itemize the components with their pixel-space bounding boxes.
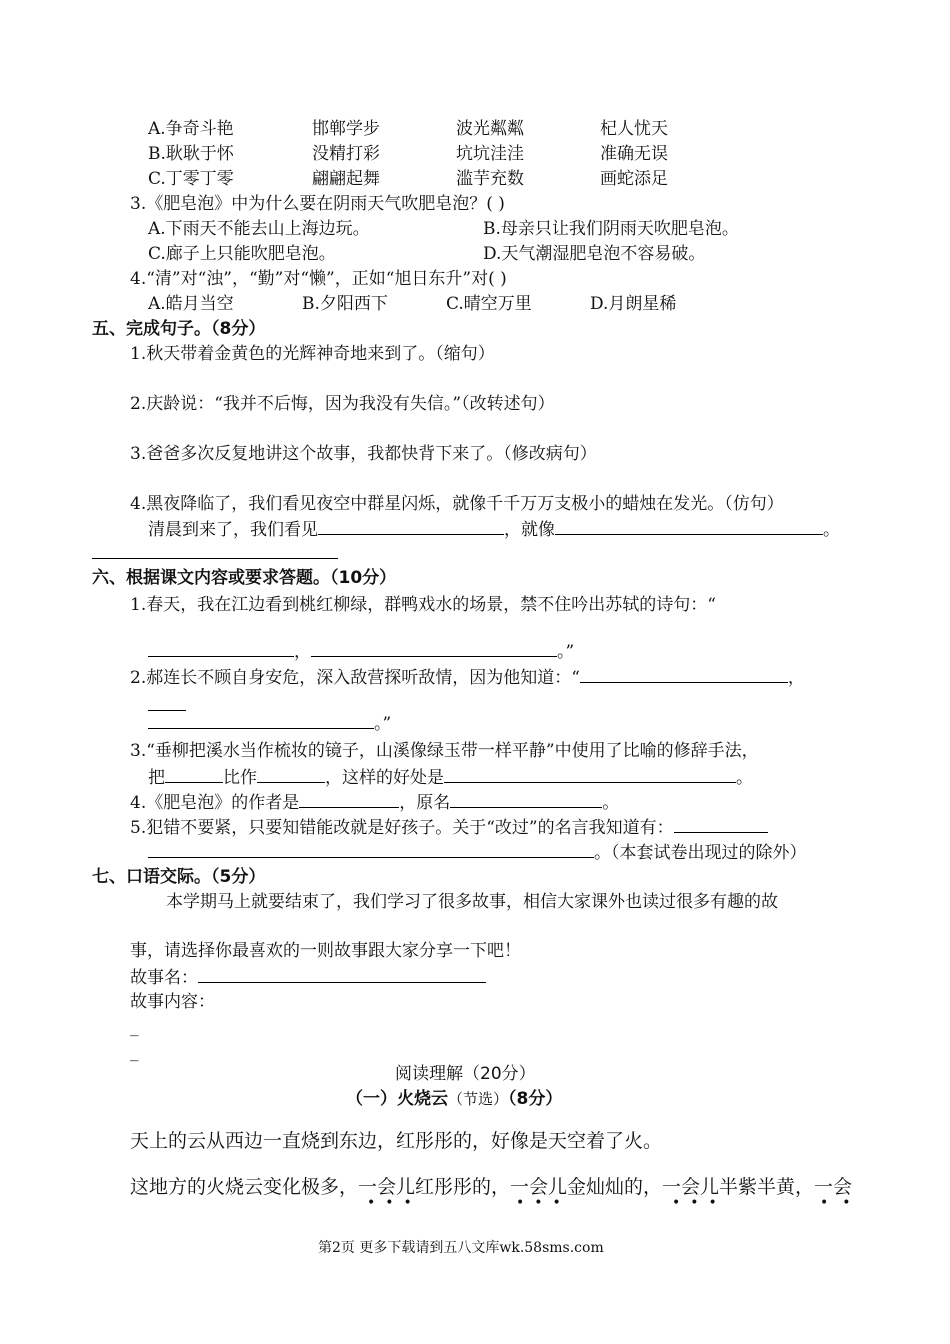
answer-blank[interactable] [257,766,325,783]
s6-q4 [130,791,619,814]
answer-blank[interactable] [165,766,223,783]
section-5-title: 五、完成句子。（8分） [92,319,266,339]
reading-subtitle-note: （节选） [448,1090,509,1108]
story-name-blank[interactable] [198,966,486,983]
answer-blank[interactable] [148,640,294,657]
s5-q4: 4.黑夜降临了，我们看见夜空中群星闪烁，就像千千万万支极小的蜡烛在发光。（仿句） [130,494,784,514]
q4-option-c: C.晴空万里 [446,294,532,314]
story-name-row [130,966,486,989]
q4-option-a: A.皓月当空 [148,294,234,314]
q4-option-b: B.夕阳西下 [302,294,388,314]
s6-q2-fill [148,712,391,735]
emphasis-dots: ••• [516,1195,571,1211]
option-c2: 翩翩起舞 [312,169,380,189]
s6-q2-comma: ， [787,668,805,688]
reading-subtitle-main: （一）火烧云 [346,1089,448,1109]
answer-blank[interactable] [148,712,374,729]
s6-q3-fill [148,766,753,789]
story-content-line[interactable]: _ [130,1017,139,1037]
s5-q4-mid: ，就像 [504,520,555,540]
answer-blank[interactable] [674,816,768,833]
answer-line[interactable] [148,710,186,711]
s6-q2-text: 2.郝连长不顾自身安危，深入敌营探听敌情，因为他知道：“ [130,668,580,688]
reading-paragraph-1: 天上的云从西边一直烧到东边，红彤彤的，好像是天空着了火。 [130,1130,663,1152]
emphasis-dots: ••• [672,1195,727,1211]
s6-q2 [130,666,805,689]
s6-q1-mid: ， [294,642,311,662]
s6-q3-haochu: ，这样的好处是 [325,768,444,788]
s5-q4-fill [148,518,840,541]
s6-q3: 3.“垂柳把溪水当作梳妆的镜子，山溪像绿玉带一样平静”中使用了比喻的修辞手法， [130,741,759,761]
option-c1: C.丁零丁零 [148,169,234,189]
s6-q1-fill [148,640,574,663]
s6-q1: 1.春天，我在江边看到桃红柳绿，群鸭戏水的场景，禁不住吟出苏轼的诗句：“ [130,595,716,615]
s7-paragraph-1: 本学期马上就要结束了，我们学习了很多故事，相信大家课外也读过很多有趣的故 [166,892,778,912]
s6-q3-end: 。 [736,768,753,788]
option-c4: 画蛇添足 [600,169,668,189]
s6-q1-end: 。” [557,642,575,662]
reading-subtitle-score: （8分） [508,1089,563,1109]
s6-q5-fill [148,841,807,864]
answer-line[interactable] [92,558,338,559]
option-a1: A.争奇斗艳 [148,119,234,139]
answer-blank[interactable] [555,518,823,535]
reading-title: 阅读理解（20分） [395,1064,536,1084]
answer-blank[interactable] [311,640,557,657]
s6-q2-end: 。” [374,714,392,734]
s7-paragraph-2: 事，请选择你最喜欢的一则故事跟大家分享一下吧！ [130,941,521,961]
s6-q5-end: 。（本套试卷出现过的除外） [594,843,807,863]
q4-stem: 4.“清”对“浊”，“勤”对“懒”，正如“旭日东升”对( ) [130,269,507,289]
q3-option-a: A.下雨天不能去山上海边玩。 [148,219,370,239]
option-a3: 波光粼粼 [456,119,524,139]
reading-paragraph-2: 这地方的火烧云变化极多，一会儿红彤彤的，一会儿金灿灿的，一会儿半紫半黄，一会 [130,1176,853,1198]
answer-blank[interactable] [299,791,399,808]
s6-q4-mid: ，原名 [399,793,451,813]
s6-q3-bizuo: 比作 [223,768,257,788]
s5-q4-end: 。 [823,520,840,540]
option-a4: 杞人忧天 [600,119,668,139]
s5-q3: 3.爸爸多次反复地讲这个故事，我都快背下来了。（修改病句） [130,444,597,464]
story-name-label: 故事名： [130,968,198,988]
answer-blank[interactable] [444,766,736,783]
emphasis-dots: ••• [367,1195,422,1211]
section-6-title: 六、根据课文内容或要求答题。（10分） [92,568,397,588]
option-c3: 滥芋充数 [456,169,524,189]
answer-blank[interactable] [148,841,594,858]
reading-subtitle [346,1088,562,1110]
s6-q4-end: 。 [602,793,620,813]
s5-q2: 2.庆龄说：“我并不后悔，因为我没有失信。”（改转述句） [130,394,555,414]
q3-option-c: C.廊子上只能吹肥皂泡。 [148,244,336,264]
option-b1: B.耿耿于怀 [148,144,234,164]
emphasis-dots: •• [820,1195,865,1211]
s6-q3-ba: 把 [148,768,165,788]
page-footer: 第2页 更多下载请到五八文库wk.58sms.com [318,1240,604,1256]
story-content-label: 故事内容： [130,992,215,1012]
q3-option-d: D.天气潮湿肥皂泡不容易破。 [483,244,706,264]
q3-option-b: B.母亲只让我们阴雨天吹肥皂泡。 [483,219,739,239]
s6-q5 [130,816,768,839]
s5-q4-prefix: 清晨到来了，我们看见 [148,520,318,540]
section-7-title: 七、口语交际。（5分） [92,867,266,887]
option-a2: 邯郸学步 [312,119,380,139]
s6-q4-text: 4.《肥皂泡》的作者是 [130,793,300,813]
answer-blank[interactable] [318,518,504,535]
option-b2: 没精打彩 [312,144,380,164]
option-b4: 准确无误 [600,144,668,164]
option-b3: 坑坑洼洼 [456,144,524,164]
q4-option-d: D.月朗星稀 [590,294,677,314]
answer-blank[interactable] [580,666,788,683]
q3-stem: 3.《肥皂泡》中为什么要在阴雨天气吹肥皂泡？( ) [130,194,505,214]
s6-q5-text: 5.犯错不要紧，只要知错能改就是好孩子。关于“改过”的名言我知道有： [130,818,674,838]
s5-q1: 1.秋天带着金黄色的光辉神奇地来到了。（缩句） [130,344,495,364]
story-content-line[interactable]: _ [130,1042,139,1062]
answer-blank[interactable] [450,791,602,808]
